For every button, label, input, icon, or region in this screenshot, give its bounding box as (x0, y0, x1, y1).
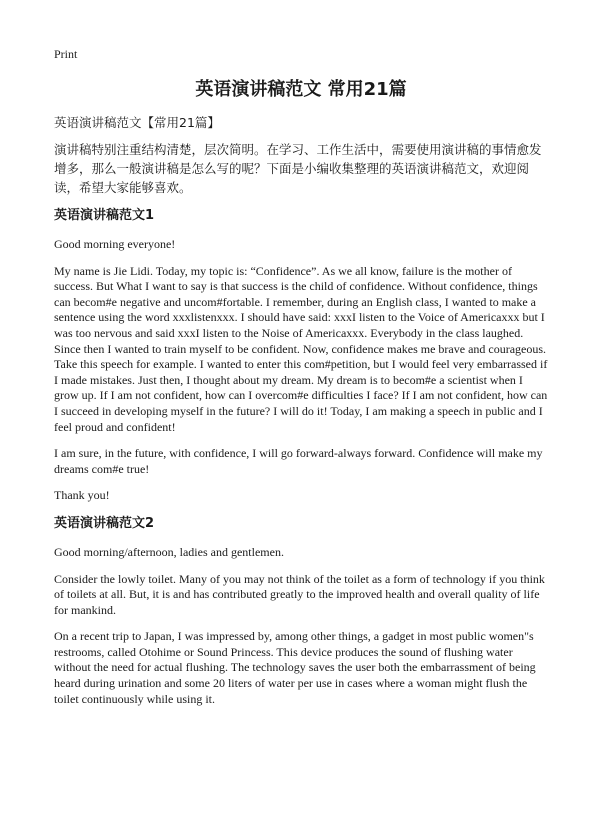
section-1 (54, 207, 548, 504)
section-2 (54, 515, 548, 707)
paragraph: My name is Jie Lidi. Today, my topic is: “Confidence”. As we all know, failure is the mother of success. But What I want to say is that success is the child of confidence. Without confidence, things can becom#e negative and uncom#fortable. I remember, during an English class, I wanted to make a sentence using the word xxxlistenxxx. I should have said: xxxI listen to the Voice of Americaxxx but I was too nervous and said xxxI listen to the Noise of Americaxxx. Everybody in the class laughed. Since then I wanted to train myself to be confident. Now, confidence makes me brave and courageous. Take this speech for example. I wanted to enter this com#petition, but I would feel very embarrassed if I made mistakes. Just then, I thought about my dream. My dream is to becom#e a scientist when I grow up. If I am not confident, how can I overcom#e difficulties I face? If I am not confident, how can I succeed in developing myself in the future? I will do it! Today, I am making a speech in public and I feel proud and confident! (54, 263, 548, 434)
section-heading: 英语演讲稿范文1 (54, 208, 155, 223)
paragraph: I am sure, in the future, with confidence, I will go forward-always forward. Confidence will make my dreams com#e true! (54, 446, 543, 476)
paragraph: Thank you! (54, 488, 110, 503)
paragraph: On a recent trip to Japan, I was impressed by, among other things, a gadget in most public women"s restrooms, called Otohime or Sound Princess. This device produces the sound of flushing water without the need for actual flushing. The technology saves the user both the embarrassment of being heard during urination and some 20 liters of water per use in cases where a woman might flush the toilet continuously while using it. (54, 629, 536, 706)
intro-paragraph: 演讲稿特别注重结构清楚，层次简明。在学习、工作生活中，需要使用演讲稿的事情愈发增多，那么一般演讲稿是怎么写的呢？下面是小编收集整理的英语演讲稿范文，欢迎阅读，希望大家能够喜欢。 (54, 142, 542, 195)
document-subtitle: 英语演讲稿范文【常用21篇】 (54, 115, 220, 130)
print-link[interactable]: Print (54, 47, 78, 61)
paragraph: Good morning/afternoon, ladies and gentlemen. (54, 544, 284, 559)
paragraph: Good morning everyone! (54, 237, 176, 251)
paragraph: Consider the lowly toilet. Many of you may not think of the toilet as a form of technology if you think of toilets at all. But, it is and has contributed greatly to the improved health and overall quality of life for mankind. (54, 571, 545, 617)
section-heading: 英语演讲稿范文2 (54, 515, 155, 531)
document-title: 英语演讲稿范文 常用21篇 (195, 79, 407, 100)
